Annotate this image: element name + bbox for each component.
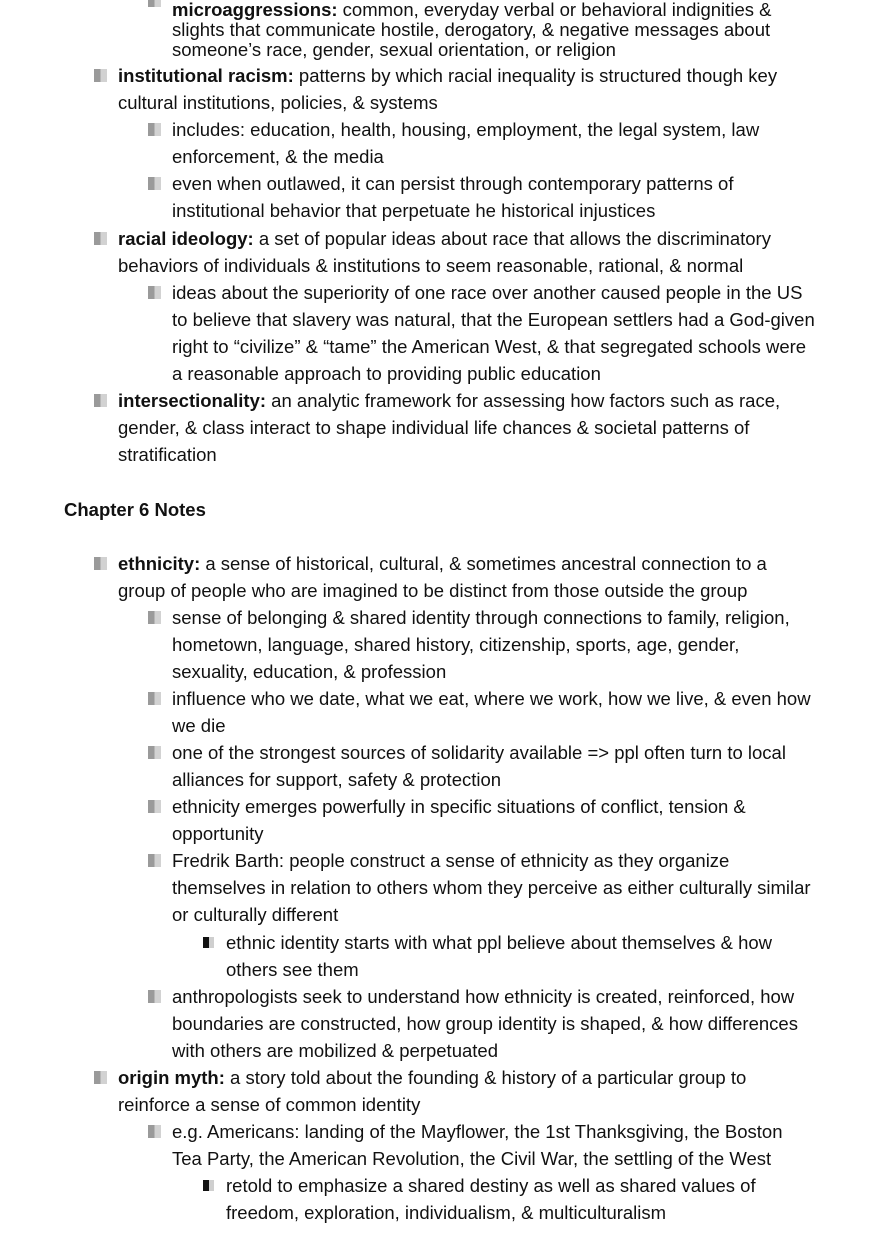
bullet-icon (148, 800, 161, 813)
bullet-icon (203, 1180, 214, 1191)
list-item: intersectionality: an analytic framework for assessing how factors such as race, gender, & class interact to shape individual life chances & societal patterns of stratification (118, 390, 781, 465)
list-item: includes: education, health, housing, employment, the legal system, law enforcement, & the media (172, 119, 760, 167)
list-item: ethnicity: a sense of historical, cultural, & sometimes ancestral connection to a group of people who are imagined to be distinct from those outside the group (118, 553, 767, 601)
list-item: ethnic identity starts with what ppl believe about themselves & how others see them (226, 932, 773, 980)
bullet-icon (94, 394, 107, 407)
list-item: sense of belonging & shared identity through connections to family, religion, hometown, language, shared history, citizenship, sports, age, gender, sexuality, education, & profession (172, 607, 790, 682)
list-item: origin myth: a story told about the founding & history of a particular group to reinforce a sense of common identity (118, 1067, 747, 1115)
bullet-icon (203, 937, 214, 948)
list-item: anthropologists seek to understand how ethnicity is created, reinforced, how boundaries are constructed, how group identity is shaped, & how differences with others are mobilized & perpetuated (172, 986, 798, 1061)
bullet-icon (94, 1071, 107, 1084)
bullet-icon (148, 1125, 161, 1138)
bullet-icon (148, 123, 161, 136)
list-item: one of the strongest sources of solidarity available => ppl often turn to local alliances for support, safety & protection (172, 742, 786, 790)
bullet-icon (94, 69, 107, 82)
list-item: microaggressions: common, everyday verbal or behavioral indignities & slights that communicate hostile, derogatory, & negative messages about someone’s race, gender, sexual orientation, or religion (172, 0, 772, 60)
bullet-icon (94, 232, 107, 245)
list-item: e.g. Americans: landing of the Mayflower, the 1st Thanksgiving, the Boston Tea Party, the American Revolution, the Civil War, the settling of the West (172, 1121, 783, 1169)
list-item: even when outlawed, it can persist through contemporary patterns of institutional behavior that perpetuate he historical injustices (172, 173, 734, 221)
list-item: Fredrik Barth: people construct a sense of ethnicity as they organize themselves in relation to others whom they perceive as either culturally similar or culturally different (172, 850, 811, 925)
list-item: retold to emphasize a shared destiny as well as shared values of freedom, exploration, individualism, & multiculturalism (226, 1175, 756, 1223)
bullet-icon (148, 990, 161, 1003)
bullet-icon (148, 611, 161, 624)
list-item: influence who we date, what we eat, where we work, how we live, & even how we die (172, 688, 811, 736)
list-item: ideas about the superiority of one race over another caused people in the US to believe that slavery was natural, that the European settlers had a God-given right to “civilize” & “tame” the American West, & that segregated schools were a reasonable approach to providing public education (172, 282, 815, 384)
bullet-icon (94, 557, 107, 570)
list-item: ethnicity emerges powerfully in specific situations of conflict, tension & opportunity (172, 796, 746, 844)
bullet-icon (148, 692, 161, 705)
bullet-icon (148, 0, 161, 7)
bullet-icon (148, 854, 161, 867)
chapter-heading: Chapter 6 Notes (64, 499, 206, 520)
bullet-icon (148, 286, 161, 299)
list-item: institutional racism: patterns by which racial inequality is structured though key cultural institutions, policies, & systems (118, 65, 778, 113)
list-item: racial ideology: a set of popular ideas about race that allows the discriminatory behaviors of individuals & institutions to seem reasonable, rational, & normal (118, 228, 771, 276)
bullet-icon (148, 177, 161, 190)
bullet-icon (148, 746, 161, 759)
